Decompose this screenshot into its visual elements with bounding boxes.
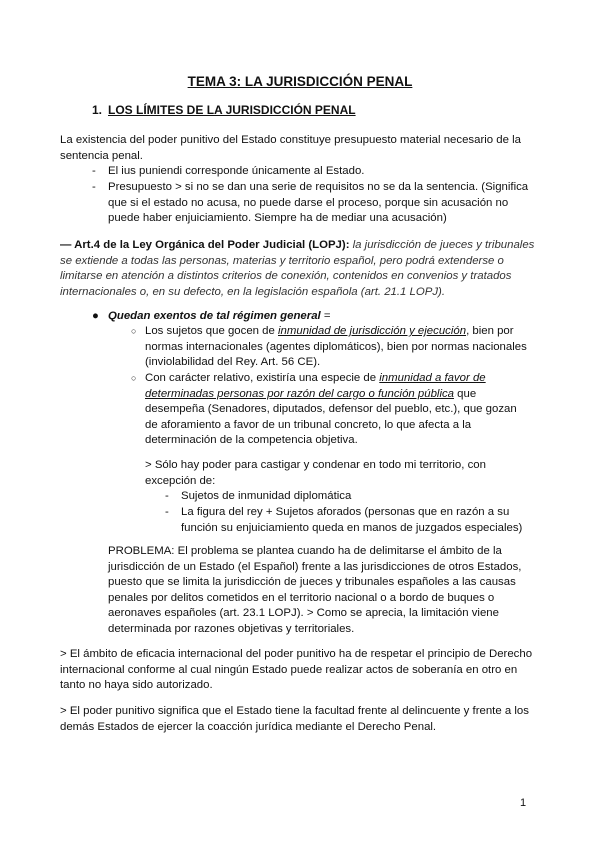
intro-paragraph: La existencia del poder punitivo del Estado constituye presupuesto material necesario de la sentencia penal.: [60, 134, 521, 162]
exentos-heading: ● Quedan exentos de tal régimen general =: [108, 309, 528, 325]
intro-item: - Presupuesto > si no se dan una serie de requisitos no se da la sentencia. (Significa que si el estado no acusa, no puede darse el proceso, porque sin acusación no puede haber enjuiciamiento. Siempre ha de mediar una acusación): [92, 181, 529, 225]
document-title: TEMA 3: LA JURISDICCIÓN PENAL: [187, 74, 413, 89]
intro-item: - El ius puniendi corresponde únicamente al Estado.: [108, 164, 540, 180]
exentos-note: > Sólo hay poder para castigar y condenar en todo mi territorio, con excepción de:: [145, 459, 486, 487]
exception-item: - Sujetos de inmunidad diplomática: [181, 489, 521, 505]
dash-bullet: -: [165, 506, 169, 518]
disc-bullet-icon: ●: [92, 310, 99, 322]
art4-label: — Art.4 de la Ley Orgánica del Poder Judicial (LOPJ):: [60, 239, 350, 251]
circle-bullet-icon: ○: [131, 373, 137, 383]
section-heading: [92, 103, 356, 119]
dash-bullet: -: [165, 490, 169, 502]
exentos-item: ○ Con carácter relativo, existiría una especie de inmunidad a favor de determinadas personas por razón del cargo o función pública que desempeña (Senadores, diputados, defensor del pueblo, etc.), que gozan de aforamiento a favor de un tribunal concreto, lo que afecta a la determinación de la competencia objetiva.: [131, 372, 517, 447]
page-number: 1: [520, 797, 527, 809]
art4-text: la jurisdicción de jueces y tribunales se extiende a todas las personas, materias y territorio español, pero podrá extenderse o limitarse en atención a distintos criterios de conexión, contenidos en convenios y tratados internacionales o, en su defecto, en la legislación española (art. 21.1 LOPJ).: [60, 239, 535, 298]
dash-bullet: -: [92, 165, 96, 177]
section-number: 1.: [92, 103, 103, 117]
exception-item: - La figura del rey + Sujetos aforados (personas que en razón a su función su enjuiciamiento queda en manos de juzgados especiales): [165, 506, 523, 534]
dash-bullet: -: [92, 181, 96, 193]
circle-bullet-icon: ○: [131, 326, 137, 336]
ambito-paragraph: > El ámbito de eficacia internacional del poder punitivo ha de respetar el principio de Derecho internacional conforme al cual ningún Estado puede realizar actos de soberanía en otro en tanto no haya sido autorizado.: [60, 648, 533, 692]
exentos-item: ○ Los sujetos que gocen de inmunidad de jurisdicción y ejecución, bien por normas internacionales (agentes diplomáticos), bien por normas nacionales (inviolabilidad del Rey. Art. 56 CE).: [131, 325, 527, 369]
problema-paragraph: PROBLEMA: El problema se plantea cuando ha de delimitarse el ámbito de la jurisdicción de un Estado (el Español) frente a las jurisdicciones de otros Estados, puesto que se limita la jurisdicción de jueces y tribunales españoles a las causas penales por delitos cometidos en el territorio nacional o a bordo de buques o aeronaves españoles (art. 23.1 LOPJ). > Como se aprecia, la limitación viene determinada por razones objetivas y territoriales.: [108, 545, 522, 635]
section-heading-text: LOS LÍMITES DE LA JURISDICCIÓN PENAL: [108, 103, 356, 117]
art4-paragraph: [60, 238, 545, 300]
poder-paragraph: > El poder punitivo significa que el Estado tiene la facultad frente al delincuente y frente a los demás Estados de ejercer la coacción jurídica mediante el Derecho Penal.: [60, 705, 529, 733]
